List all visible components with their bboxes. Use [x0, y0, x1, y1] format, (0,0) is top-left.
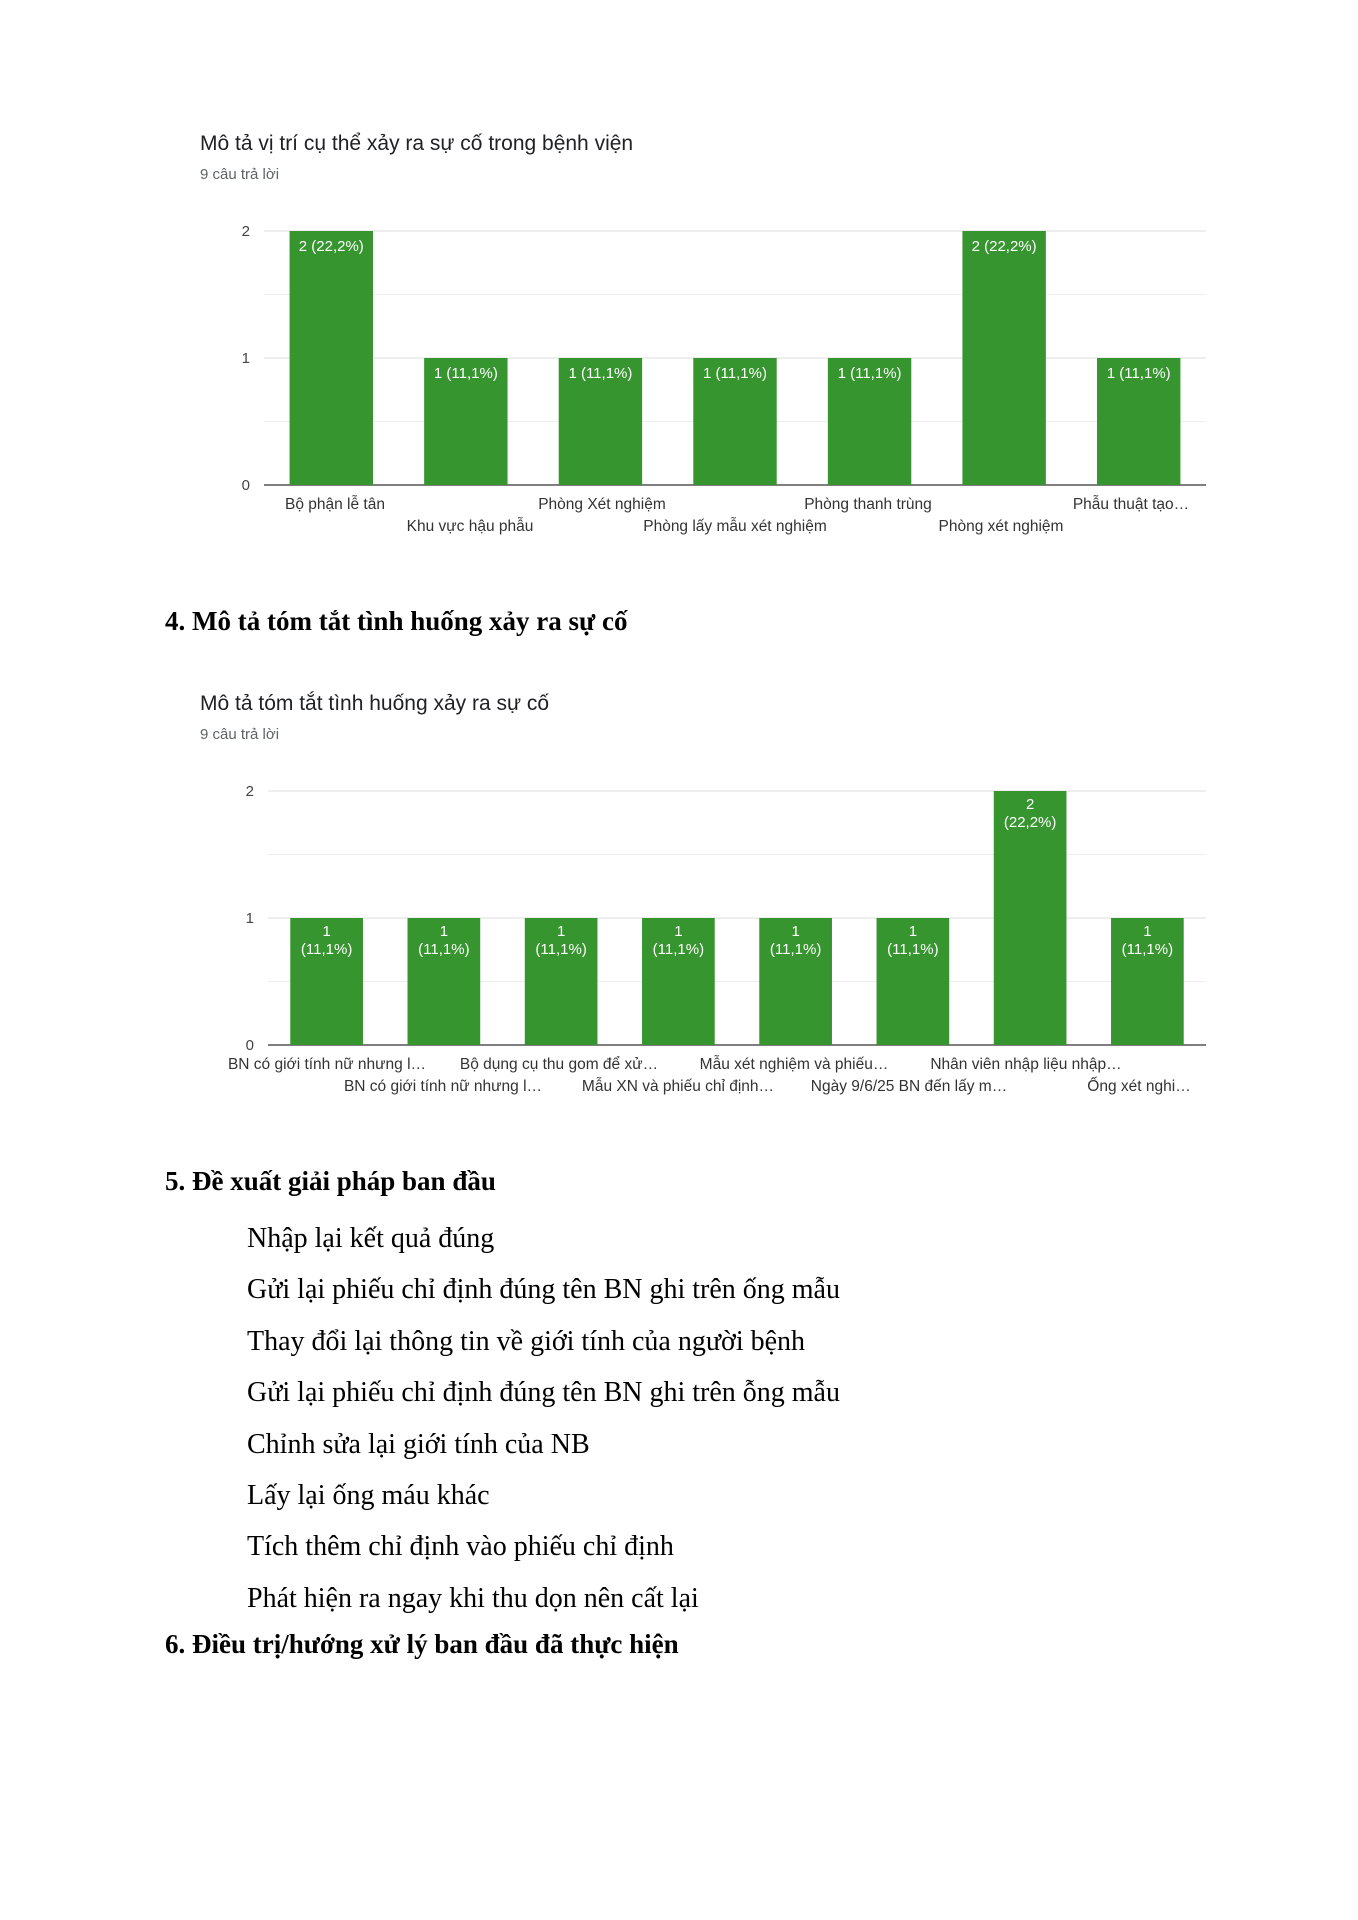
y-tick-label: 0 [245, 1037, 254, 1054]
bar [290, 231, 373, 485]
solution-item: Tích thêm chỉ định vào phiếu chỉ định [247, 1531, 674, 1563]
solution-list [247, 1213, 840, 1624]
location-bar-chart [164, 108, 1209, 558]
x-tick-label: Phòng xét nghiệm [938, 518, 1064, 535]
chart-response-count: 9 câu trả lời [200, 726, 280, 743]
bar-data-label: 2 (22,2%) [971, 238, 1037, 255]
bar-data-label: (11,1%) [535, 941, 587, 958]
bar-data-label: 1 [439, 923, 449, 940]
situation-bar-chart [164, 668, 1209, 1118]
x-tick-label: Mẫu XN và phiếu chỉ định… [581, 1078, 775, 1095]
bar-data-label: 1 [908, 923, 918, 940]
x-tick-label: Phẫu thuật tạo… [1072, 496, 1190, 513]
solution-item: Phát hiện ra ngay khi thu dọn nên cất lại [247, 1582, 699, 1614]
situation-chart-card [164, 668, 1209, 1118]
bar-data-label: 1 (11,1%) [703, 365, 767, 382]
chart-title: Mô tả vị trí cụ thể xảy ra sự cố trong bệnh viện [200, 132, 634, 155]
y-tick-label: 1 [245, 910, 254, 927]
bar-data-label: (11,1%) [887, 941, 939, 958]
x-tick-label: Khu vực hậu phẫu [406, 518, 534, 535]
bar-data-label: 1 [791, 923, 800, 940]
bar-data-label: 1 [322, 923, 331, 940]
bar-data-label: 1 (11,1%) [1106, 365, 1171, 382]
x-tick-label: Ống xét nghi… [1087, 1078, 1191, 1095]
x-tick-label: Phòng Xét nghiệm [538, 496, 666, 513]
bar-data-label: (11,1%) [418, 941, 470, 958]
bar-data-label: (11,1%) [652, 941, 705, 958]
bar-data-label: 2 (22,2%) [298, 238, 364, 255]
x-tick-label: BN có giới tính nữ nhưng l… [343, 1078, 543, 1095]
x-tick-label: Bộ dụng cụ thu gom để xử… [459, 1056, 659, 1073]
bar-data-label: 1 [1143, 923, 1152, 940]
chart-response-count: 9 câu trả lời [200, 166, 280, 183]
y-tick-label: 2 [241, 223, 250, 240]
x-tick-label: Phòng lấy mẫu xét nghiệm [643, 518, 827, 535]
bar-data-label: (11,1%) [1121, 941, 1174, 958]
x-tick-label: Phòng thanh trùng [804, 496, 932, 513]
chart-title: Mô tả tóm tắt tình huống xảy ra sự cố [200, 692, 550, 715]
y-tick-label: 1 [241, 350, 250, 367]
solution-item: Lấy lại ống máu khác [247, 1479, 490, 1511]
solution-item: Chỉnh sửa lại giới tính của NB [247, 1428, 590, 1460]
bar-data-label: 1 [674, 923, 683, 940]
solution-item: Nhập lại kết quả đúng [247, 1223, 495, 1254]
x-tick-label: Ngày 9/6/25 BN đến lấy m… [810, 1078, 1008, 1095]
section-heading-4: 4. Mô tả tóm tắt tình huống xảy ra sự cố [165, 606, 628, 636]
solution-item: Thay đổi lại thông tin về giới tính của người bệnh [247, 1325, 806, 1357]
bar-data-label: 2 [1025, 796, 1035, 813]
y-tick-label: 2 [245, 783, 254, 800]
solution-item: Gửi lại phiếu chỉ định đúng tên BN ghi trên ỗng mẫu [247, 1377, 840, 1409]
bar [962, 231, 1045, 485]
bar-data-label: (22,2%) [1003, 814, 1057, 831]
bar-data-label: 1 (11,1%) [837, 365, 902, 382]
bar-data-label: (11,1%) [300, 941, 353, 958]
solution-item: Gửi lại phiếu chỉ định đúng tên BN ghi trên ống mẫu [247, 1274, 840, 1306]
section-heading-6: 6. Điều trị/hướng xử lý ban đầu đã thực hiện [165, 1629, 679, 1659]
bar-data-label: 1 (11,1%) [433, 365, 498, 382]
x-tick-label: Mẫu xét nghiệm và phiếu… [699, 1056, 889, 1073]
x-tick-label: Bộ phận lễ tân [285, 496, 385, 513]
x-tick-label: BN có giới tính nữ nhưng l… [227, 1056, 427, 1073]
y-tick-label: 0 [241, 477, 250, 494]
bar-data-label: 1 (11,1%) [568, 365, 633, 382]
bar-data-label: (11,1%) [769, 941, 822, 958]
x-tick-label: Nhân viên nhập liệu nhập… [930, 1056, 1122, 1073]
bar-data-label: 1 [556, 923, 566, 940]
section-heading-5: 5. Đề xuất giải pháp ban đầu [165, 1166, 496, 1196]
location-chart-card [164, 108, 1209, 558]
